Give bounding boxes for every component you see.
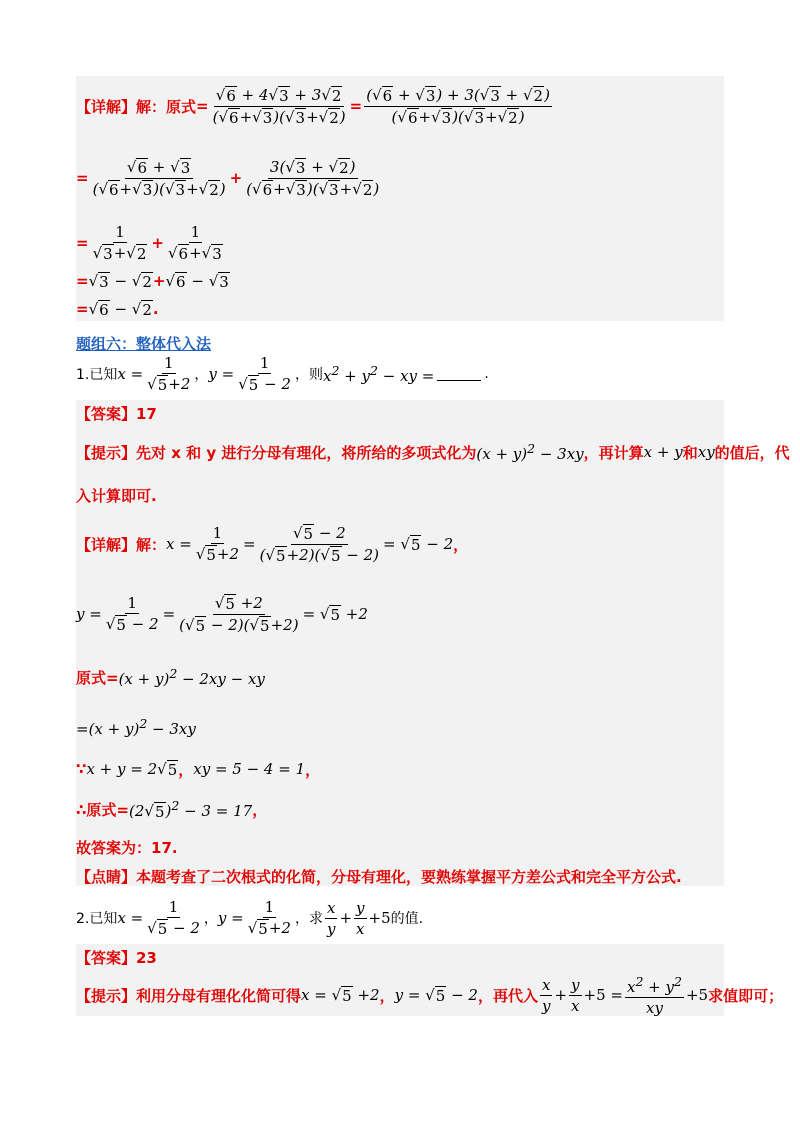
fraction: √ 6 + 4 √ 3 + 3 √ 2 ( √ 6 + √ 3 )( √ 3 + √ 2 ): [212, 85, 346, 127]
hint-line-2: 入计算即可.: [76, 486, 157, 505]
fraction: √ 5 − 2 ( √ 5 +2)( √ 5 − 2): [259, 523, 380, 565]
fraction: $\frac{x}{y}$: [326, 898, 336, 938]
orig-line: 原式= $(x + y)^2 - 2xy$ − xy: [76, 666, 265, 688]
fraction: $\frac{y}{x}$: [571, 975, 580, 1015]
fraction: $\frac{x^2 + y^2}{xy}$: [626, 973, 682, 1017]
solution-line-4: = √ 3 − √ 2 + √ 6 − √ 3: [76, 271, 229, 291]
fraction: 1 √ 5 +2: [195, 524, 240, 564]
question-1: 1.已知 x = 1 √ 5 +2 ， y = 1 √ 5 − 2 ，则 $x^2 + y^2$ − xy = .: [76, 354, 489, 394]
question-2: 2.已知 x = 1 √ 5 − 2 ， y = 1 √ 5 +2 ，求 $\frac{x}{y}$ + $\frac{y}{x}$ +5 的值.: [76, 898, 424, 938]
solution-line-3: = 1 √ 3 + √ 2 + 1 √ 6 + √ 3: [76, 222, 227, 264]
solution-block-3: [76, 944, 784, 1017]
fraction: 1 √ 5 − 2: [238, 354, 291, 394]
fraction: 3( √ 3 + √ 2 ) ( √ 6 + √ 3 )( √ 3 + √ 2 ): [246, 157, 380, 199]
fraction: 1 √ 5 − 2: [147, 898, 200, 938]
fraction: 1 √ 3 + √ 2: [92, 223, 147, 263]
fraction: 1 √ 5 +2: [247, 898, 291, 938]
final-line: 故答案为：17.: [76, 838, 178, 857]
solution-line-5: = √ 6 − √ 2 .: [76, 299, 159, 319]
answer-line: 【答案】17: [76, 404, 157, 423]
hint-line-q2: 【提示】利用分母有理化化简可得 x = √ 5 +2 ， y = √ 5 − 2 ，再代入 $\frac{x}{y}$ + $\frac{y}{x}$ +5 = $\frac{x^2 + y^2}{xy}$ +5 求值即可；: [76, 973, 784, 1017]
fraction: 1 √ 5 − 2: [105, 594, 159, 634]
fraction: $\frac{x}{y}$: [541, 975, 551, 1015]
fraction: 1 √ 6 + √ 3: [167, 223, 222, 263]
detail-y: y = 1 √ 5 − 2 = √ 5 +2 ( √ 5 − 2)( √ 5 +2) = √ 5 +2: [76, 593, 368, 635]
fraction: ( √ 6 + √ 3 ) + 3( √ 3 + √ 2 ) ( √ 6 + √ 3 )( √ 3 + √ 2 ): [366, 85, 550, 127]
comment-line: 【点睛】本题考查了二次根式的化简，分母有理化，要熟练掌握平方差公式和完全平方公式.: [76, 867, 682, 886]
because-line: ∵ x + y = 2 √ 5 ， xy = 5 − 4 = 1 ，: [76, 759, 321, 779]
fraction: √ 5 +2 ( √ 5 − 2)( √ 5 +2): [179, 593, 299, 635]
hint-line: 【提示】先对 x 和 y 进行分母有理化，将所给的多项式化为 $(x + y)^2 - 3xy$ ，再计算 x + y 和 xy 的值后，代: [76, 441, 790, 463]
solution-block-2: [76, 400, 790, 886]
detail-x: 【详解】解： x = 1 √ 5 +2 = √ 5 − 2 ( √ 5 +2)( √ 5 − 2) = √ 5 − 2 ，: [76, 523, 469, 565]
detail-label: 【详解】解：原式: [76, 97, 197, 116]
equal-line: $=(x + y)^2 - 3xy$: [76, 716, 196, 738]
fraction: √ 6 + √ 3 ( √ 6 + √ 3 )( √ 3 + √ 2 ): [92, 157, 226, 199]
answer-blank[interactable]: [437, 368, 481, 381]
solution-block-1: [76, 76, 724, 321]
answer-line-2: 【答案】23: [76, 948, 157, 967]
fraction: $\frac{y}{x}$: [356, 898, 365, 938]
fraction: 1 √ 5 +2: [147, 354, 191, 394]
solution-line-2: = √ 6 + √ 3 ( √ 6 + √ 3 )( √ 3 + √ 2 ) + 3( √ 3 + √ 2 ) ( √ 6 + √ 3 )( √ 3 + √ 2 ): [76, 157, 380, 199]
section-heading: 题组六：整体代入法: [76, 335, 212, 353]
therefore-line: ∴原式= (2 √ 5 )$^2$ − 3 = 17 ，: [76, 797, 268, 821]
solution-line-1: 【详解】解：原式 = √ 6 + 4 √ 3 + 3 √ 2 ( √ 6 + √ 3 )( √ 3 + √ 2 ) = ( √ 6 + √ 3 ) + 3( √ 3 + √ 2 ) ( √ 6 + √ 3 )( √ 3 + √ 2 ): [76, 85, 550, 127]
